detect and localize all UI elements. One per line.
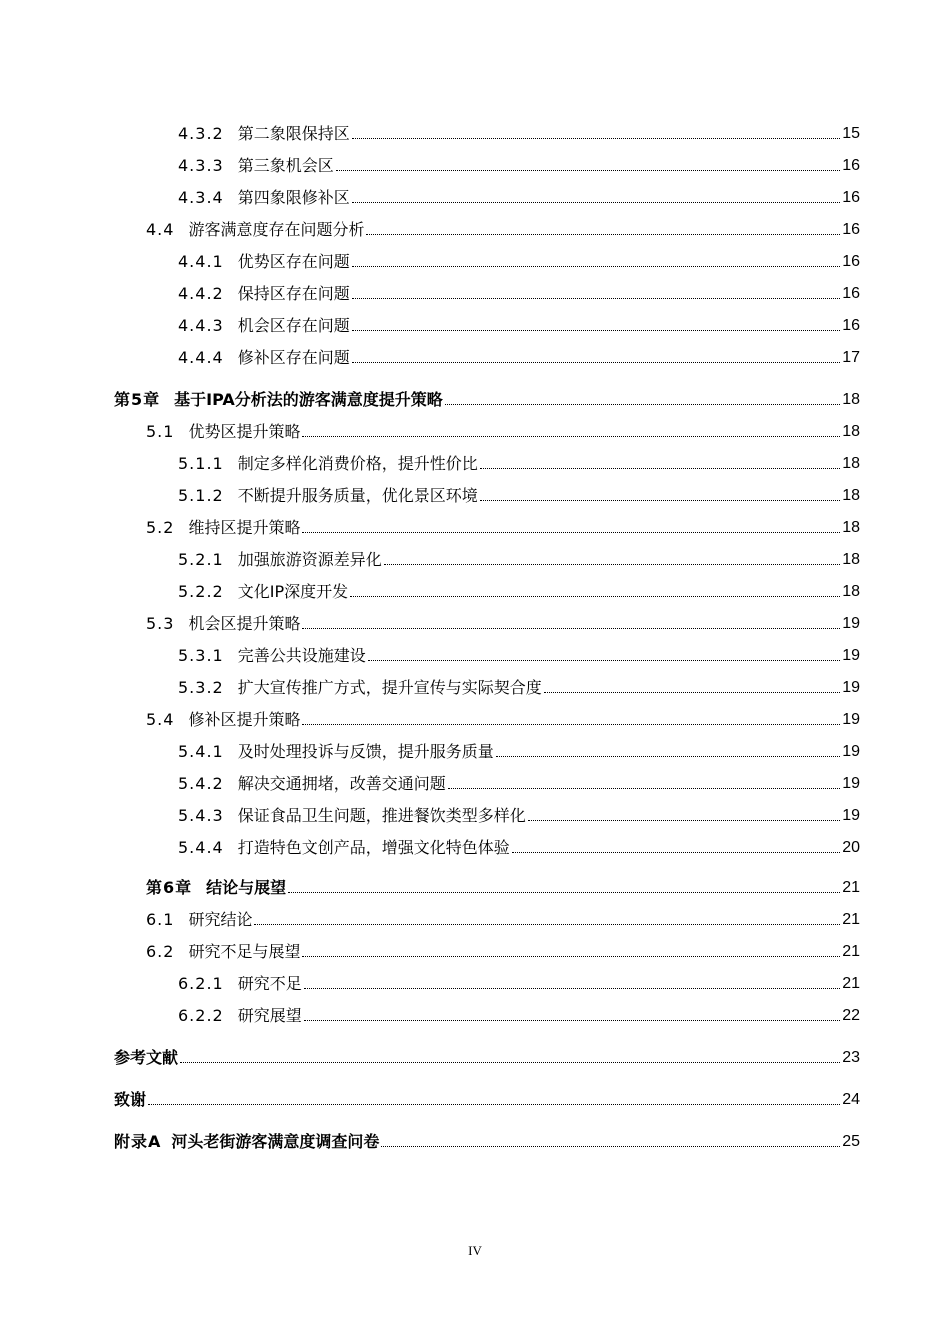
toc-entry-page: 18 [842,487,860,504]
toc-dot-leader [352,266,840,267]
toc-entry-page: 18 [842,455,860,472]
toc-entry-title: 维持区提升策略 [188,518,301,537]
toc-dot-leader [366,234,840,235]
toc-dot-leader [352,362,840,363]
toc-entry-number: 5.1.1 [178,454,224,473]
toc-dot-leader [302,436,840,437]
toc-dot-leader [448,788,840,789]
toc-dot-leader [496,756,840,757]
toc-entry-page: 24 [842,1091,860,1108]
toc-dot-leader [352,202,840,203]
toc-entry-title: 参考文献 [114,1048,179,1067]
toc-entry-number: 5.2.2 [178,582,224,601]
toc-dot-leader [302,724,840,725]
toc-entry-page: 19 [842,711,860,728]
toc-entry-title: 研究展望 [237,1006,302,1025]
toc-entry-title: 机会区存在问题 [237,316,350,335]
toc-dot-leader [148,1104,840,1105]
toc-entry[interactable] [178,276,860,304]
toc-entry-page: 21 [842,975,860,992]
toc-entry-title: 制定多样化消费价格，提升性价比 [237,454,478,473]
toc-entry[interactable] [178,574,860,602]
toc-entry[interactable] [146,212,860,240]
toc-entry-number: 5.3 [146,614,175,633]
toc-entry-title: 保证食品卫生问题，推进餐饮类型多样化 [237,806,526,825]
toc-dot-leader [544,692,840,693]
toc-entry-number: 5.2.1 [178,550,224,569]
toc-entry-title: 第四象限修补区 [237,188,350,207]
toc-entry-title: 修补区存在问题 [237,348,350,367]
toc-entry-title: 优势区提升策略 [188,422,301,441]
toc-entry-title: 解决交通拥堵，改善交通问题 [237,774,446,793]
toc-entry-number: 5.2 [146,518,175,537]
toc-entry-title: 完善公共设施建设 [237,646,366,665]
toc-entry-page: 15 [842,125,860,142]
page-number: IV [468,1243,482,1258]
toc-entry-number: 5.1.2 [178,486,224,505]
toc-entry-page: 16 [842,157,860,174]
toc-entry[interactable] [178,798,860,826]
toc-dot-leader [254,924,840,925]
toc-entry-number: 4.3.4 [178,188,224,207]
toc-entry-page: 18 [842,551,860,568]
toc-dot-leader [480,500,840,501]
toc-dot-leader [302,628,840,629]
toc-dot-leader [512,852,840,853]
toc-entry-number: 4.4.2 [178,284,224,303]
toc-dot-leader [288,892,840,893]
toc-entry-title: 研究结论 [188,910,253,929]
toc-entry[interactable] [178,830,860,858]
toc-entry-number: 第6章 [146,878,193,897]
toc-entry-title: 打造特色文创产品，增强文化特色体验 [237,838,510,857]
toc-entry[interactable] [178,766,860,794]
toc-entry-number: 5.3.2 [178,678,224,697]
toc-entry[interactable] [146,606,860,634]
toc-entry-page: 19 [842,743,860,760]
toc-entry[interactable] [146,414,860,442]
toc-entry-number: 4.3.3 [178,156,224,175]
toc-entry-page: 18 [842,519,860,536]
toc-entry-page: 19 [842,647,860,664]
toc-entry-number: 5.4.2 [178,774,224,793]
toc-entry-page: 16 [842,317,860,334]
toc-entry-page: 19 [842,615,860,632]
toc-dot-leader [445,404,840,405]
toc-entry-title: 加强旅游资源差异化 [237,550,382,569]
toc-dot-leader [304,988,840,989]
toc-dot-leader [352,138,840,139]
toc-entry-title: 修补区提升策略 [188,710,301,729]
toc-entry-page: 16 [842,285,860,302]
toc-entry[interactable] [178,148,860,176]
toc-entry[interactable] [178,478,860,506]
toc-entry[interactable] [146,934,860,962]
toc-entry[interactable] [146,902,860,930]
toc-entry-page: 20 [842,839,860,856]
toc-entry-number: 4.3.2 [178,124,224,143]
toc-dot-leader [384,564,840,565]
toc-dot-leader [304,1020,840,1021]
toc-entry[interactable] [178,998,860,1026]
toc-entry-page: 17 [842,349,860,366]
toc-entry-title: 机会区提升策略 [188,614,301,633]
toc-dot-leader [302,532,840,533]
toc-entry-page: 18 [842,583,860,600]
toc-entry[interactable] [146,870,860,898]
toc-entry-title: 结论与展望 [206,878,287,897]
toc-entry-number: 第5章 [114,390,161,409]
toc-entry-title: 游客满意度存在问题分析 [188,220,365,239]
toc-entry-page: 16 [842,189,860,206]
toc-entry-title: 文化IP深度开发 [237,582,349,601]
toc-entry-number: 5.4 [146,710,175,729]
toc-entry-number: 4.4 [146,220,175,239]
toc-entry-page: 25 [842,1133,860,1150]
toc-entry[interactable] [178,670,860,698]
toc-entry-number: 6.1 [146,910,175,929]
toc-entry-title: 第三象机会区 [237,156,334,175]
toc-entry-number: 5.4.4 [178,838,224,857]
toc-entry[interactable] [114,382,860,410]
toc-dot-leader [302,956,840,957]
toc-entry[interactable] [178,446,860,474]
toc-entry[interactable] [114,1124,860,1152]
toc-entry-title: 研究不足与展望 [188,942,301,961]
toc-entry[interactable] [178,180,860,208]
toc-entry[interactable] [146,702,860,730]
toc-entry[interactable] [114,1040,860,1068]
toc-entry[interactable] [114,1082,860,1110]
toc-entry[interactable] [178,638,860,666]
toc-dot-leader [352,298,840,299]
toc-entry-page: 21 [842,943,860,960]
toc-entry[interactable] [178,308,860,336]
toc-entry-page: 23 [842,1049,860,1066]
toc-entry-title: 优势区存在问题 [237,252,350,271]
toc-entry[interactable] [178,734,860,762]
toc-dot-leader [336,170,840,171]
toc-entry[interactable] [178,116,860,144]
toc-entry-page: 18 [842,391,860,408]
toc-entry[interactable] [178,340,860,368]
toc-entry-title: 第二象限保持区 [237,124,350,143]
toc-entry-number: 4.4.1 [178,252,224,271]
toc-dot-leader [480,468,840,469]
toc-entry-number: 4.4.4 [178,348,224,367]
toc-entry-number: 6.2.1 [178,974,224,993]
toc-entry-title: 致谢 [114,1090,147,1109]
toc-entry-title: 河头老街游客满意度调查问卷 [171,1132,380,1151]
toc-entry-title: 及时处理投诉与反馈，提升服务质量 [237,742,494,761]
toc-entry-number: 附录A [114,1132,162,1151]
toc-entry-title: 基于IPA分析法的游客满意度提升策略 [174,390,443,409]
toc-entry-title: 扩大宣传推广方式，提升宣传与实际契合度 [237,678,542,697]
toc-entry-number: 5.4.1 [178,742,224,761]
toc-entry[interactable] [178,966,860,994]
toc-entry-page: 16 [842,221,860,238]
toc-dot-leader [180,1062,840,1063]
toc-entry-page: 16 [842,253,860,270]
toc-entry-number: 5.4.3 [178,806,224,825]
toc-entry-page: 21 [842,879,860,896]
toc-entry-number: 6.2 [146,942,175,961]
toc-entry[interactable] [146,510,860,538]
toc-entry[interactable] [178,542,860,570]
toc-entry-page: 22 [842,1007,860,1024]
toc-entry-number: 6.2.2 [178,1006,224,1025]
toc-dot-leader [381,1146,840,1147]
toc-entry-title: 不断提升服务质量，优化景区环境 [237,486,478,505]
toc-dot-leader [352,330,840,331]
toc-entry-page: 19 [842,679,860,696]
toc-entry-page: 18 [842,423,860,440]
toc-dot-leader [368,660,840,661]
toc-entry[interactable] [178,244,860,272]
toc-dot-leader [350,596,840,597]
toc-entry-title: 研究不足 [237,974,302,993]
toc-entry-number: 5.3.1 [178,646,224,665]
toc-entry-page: 19 [842,807,860,824]
toc-entry-page: 21 [842,911,860,928]
toc-entry-number: 5.1 [146,422,175,441]
toc-entry-page: 19 [842,775,860,792]
toc-entry-title: 保持区存在问题 [237,284,350,303]
toc-dot-leader [528,820,840,821]
toc-entry-number: 4.4.3 [178,316,224,335]
